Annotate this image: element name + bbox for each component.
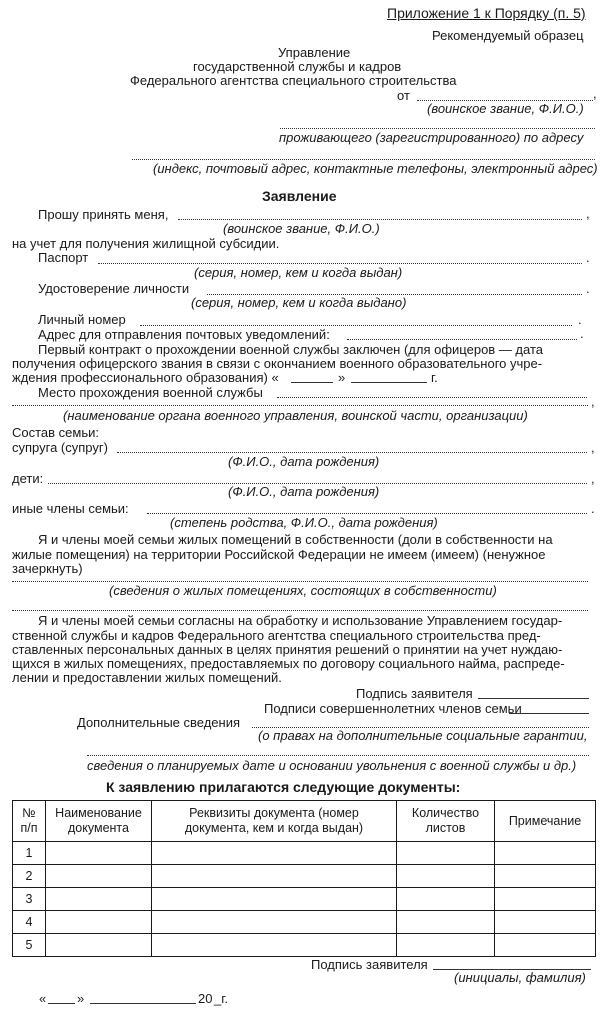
consent-line-2: ственной службы и кадров Федерального агентства специального строительства пред- <box>12 628 541 643</box>
doc-sheets-cell[interactable] <box>397 842 495 865</box>
date-suffix: _г. <box>214 991 228 1006</box>
residence-line[interactable] <box>280 128 595 129</box>
row-number: 5 <box>13 934 46 957</box>
property-field[interactable] <box>12 581 588 582</box>
doc-note-cell[interactable] <box>495 911 596 934</box>
personal-number-field[interactable] <box>140 325 572 326</box>
doc-name-cell[interactable] <box>46 842 152 865</box>
date-month-field[interactable] <box>90 1003 196 1004</box>
date-year-label: 20 <box>198 991 213 1006</box>
table-row <box>13 888 596 911</box>
postal-address-field[interactable] <box>347 339 577 340</box>
row-number: 2 <box>13 865 46 888</box>
row-number: 4 <box>13 911 46 934</box>
contract-line-1: Первый контракт о прохождении военной службы заключен (для офицеров — дата <box>38 342 543 357</box>
contract-year-label: г. <box>431 370 438 385</box>
doc-name-cell[interactable] <box>46 865 152 888</box>
from-label: от <box>397 88 410 103</box>
row-number: 1 <box>13 842 46 865</box>
table-row <box>13 934 596 957</box>
doc-details-cell[interactable] <box>152 911 397 934</box>
extra-info-hint: (о правах на дополнительные социальные гарантии, <box>258 728 588 743</box>
postal-address-label: Адрес для отправления почтовых уведомлений: <box>38 327 330 342</box>
property-line-1: Я и члены моей семьи жилых помещений в собственности (доли в собственности на <box>38 532 553 547</box>
row-number: 3 <box>13 888 46 911</box>
property-line-3: зачеркнуть) <box>12 561 83 576</box>
dismissal-field[interactable] <box>87 755 589 756</box>
property-field-2[interactable] <box>12 610 588 611</box>
contract-line-3: ждения профессионального образования) « <box>12 370 279 385</box>
family-label: Состав семьи: <box>12 425 99 440</box>
others-label: иные члены семьи: <box>12 501 129 516</box>
consent-line-3: ставленных персональных данных в целях принятия решений о принятии на учет нуждаю- <box>12 642 563 657</box>
adult-signatures-field[interactable] <box>509 713 589 714</box>
request-label: Прошу принять меня, <box>38 207 169 222</box>
table-row <box>13 911 596 934</box>
doc-details-cell[interactable] <box>152 842 397 865</box>
date-day-field[interactable] <box>48 1003 75 1004</box>
doc-note-cell[interactable] <box>495 842 596 865</box>
column-header-sheets: Количество листов <box>397 801 495 842</box>
passport-hint: (серия, номер, кем и когда выдан) <box>194 265 403 280</box>
request-field[interactable] <box>178 219 582 220</box>
addressee-line-2: государственной службы и кадров <box>193 59 402 74</box>
children-hint: (Ф.И.О., дата рождения) <box>228 484 380 499</box>
children-label: дети: <box>12 471 44 486</box>
doc-sheets-cell[interactable] <box>397 888 495 911</box>
service-place-field-1[interactable] <box>277 397 587 398</box>
sample-label: Рекомендуемый образец <box>432 28 584 43</box>
consent-line-1: Я и члены моей семьи согласны на обработку и использование Управлением государ- <box>38 613 563 628</box>
request-hint: (воинское звание, Ф.И.О.) <box>223 221 380 236</box>
property-hint: (сведения о жилых помещениях, состоящих в собственности) <box>109 583 497 598</box>
doc-name-cell[interactable] <box>46 888 152 911</box>
residence-hint: проживающего (зарегистрированного) по адресу <box>279 130 584 145</box>
doc-details-cell[interactable] <box>152 888 397 911</box>
contract-month-field[interactable] <box>351 382 427 383</box>
others-hint: (степень родства, Ф.И.О., дата рождения) <box>170 515 438 530</box>
doc-sheets-cell[interactable] <box>397 911 495 934</box>
doc-name-cell[interactable] <box>46 911 152 934</box>
service-place-label: Место прохождения военной службы <box>38 385 263 400</box>
doc-note-cell[interactable] <box>495 888 596 911</box>
documents-title: К заявлению прилагаются следующие документы: <box>106 779 461 795</box>
doc-sheets-cell[interactable] <box>397 934 495 957</box>
others-field[interactable] <box>147 513 587 514</box>
doc-note-cell[interactable] <box>495 934 596 957</box>
column-header-number: № п/п <box>13 801 46 842</box>
document-title: Заявление <box>262 188 337 204</box>
table-row <box>13 865 596 888</box>
date-open-quote: « <box>39 991 47 1006</box>
footer-signature-label: Подпись заявителя <box>311 957 428 972</box>
passport-label: Паспорт <box>38 250 89 265</box>
applicant-signature-field[interactable] <box>478 698 589 699</box>
registration-text: на учет для получения жилищной субсидии. <box>12 236 280 251</box>
spouse-field[interactable] <box>117 452 587 453</box>
address-hint: (индекс, почтовый адрес, контактные телефоны, электронный адрес) <box>153 161 598 176</box>
consent-line-5: лении и предоставлении жилых помещений. <box>12 670 282 685</box>
column-header-details: Реквизиты документа (номер документа, кем и когда выдан) <box>152 801 397 842</box>
id-card-hint: (серия, номер, кем и когда выдано) <box>191 295 407 310</box>
footer-signature-hint: (инициалы, фамилия) <box>454 970 586 985</box>
contract-day-field[interactable] <box>291 382 333 383</box>
doc-note-cell[interactable] <box>495 865 596 888</box>
service-hint: (наименование органа военного управления, воинской части, организации) <box>63 408 528 423</box>
property-line-2: жилые помещения) на территории Российской Федерации не имеем (имеем) (ненужное <box>12 547 546 562</box>
personal-number-label: Личный номер <box>38 312 126 327</box>
extra-info-label: Дополнительные сведения <box>77 715 241 730</box>
column-header-name: Наименование документа <box>46 801 152 842</box>
table-row <box>13 842 596 865</box>
doc-details-cell[interactable] <box>152 865 397 888</box>
documents-table <box>12 800 596 957</box>
addressee-line-1: Управление <box>278 45 351 60</box>
id-card-label: Удостоверение личности <box>38 281 190 296</box>
address-field[interactable] <box>132 159 595 160</box>
doc-name-cell[interactable] <box>46 934 152 957</box>
passport-field[interactable] <box>98 263 582 264</box>
from-hint: (воинское звание, Ф.И.О.) <box>427 101 584 116</box>
contract-line-2: получения офицерского звания в связи с окончанием военного образовательного учре- <box>12 356 543 371</box>
spouse-label: супруга (супруг) <box>12 440 108 455</box>
consent-line-4: щихся в жилых помещениях, предоставляемых по договору социального найма, распреде- <box>12 656 565 671</box>
spouse-hint: (Ф.И.О., дата рождения) <box>228 454 380 469</box>
addressee-line-3: Федерального агентства специального строительства <box>130 73 457 88</box>
table-header-row <box>13 801 596 842</box>
service-place-field-2[interactable] <box>12 405 588 406</box>
adult-signatures-label: Подписи совершеннолетних членов семьи <box>264 701 522 716</box>
dismissal-hint: сведения о планируемых дате и основании увольнения с военной службы и др.) <box>87 758 577 773</box>
column-header-note: Примечание <box>495 801 596 842</box>
doc-details-cell[interactable] <box>152 934 397 957</box>
date-close-quote: » <box>77 991 85 1006</box>
doc-sheets-cell[interactable] <box>397 865 495 888</box>
appendix-reference: Приложение 1 к Порядку (п. 5) <box>387 5 586 21</box>
applicant-signature-label: Подпись заявителя <box>356 686 473 701</box>
